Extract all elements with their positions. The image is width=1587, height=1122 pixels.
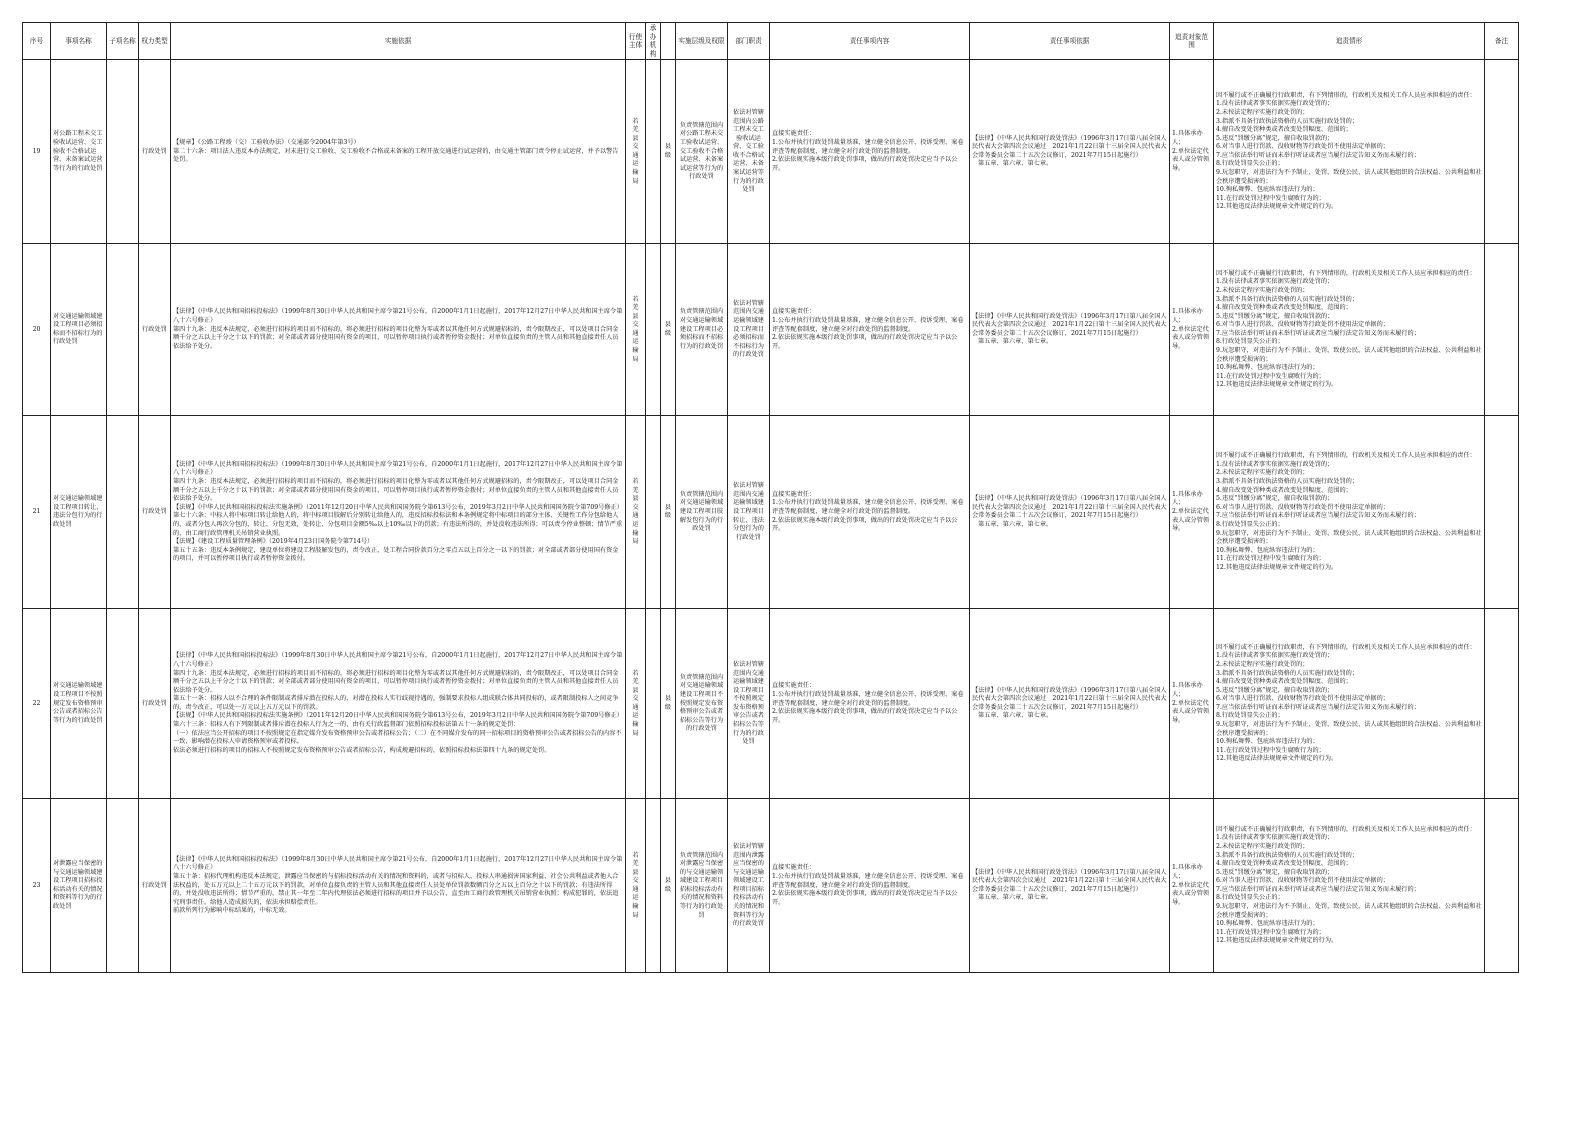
row-scope — [1170, 609, 1214, 799]
row-power: 行政处罚 — [139, 609, 171, 799]
text-line: 5.违反“罚缴分离”规定，擅自收取罚款的； — [1216, 134, 1334, 142]
row-scope — [1170, 244, 1214, 416]
header-level-hidden — [661, 23, 676, 60]
text-line: 1.具体承办人； — [1172, 490, 1203, 507]
text-line: 6.对当事人进行罚款、没收财物等行政处罚不使用法定单据的； — [1216, 695, 1389, 703]
text-line: 5.违反“罚缴分离”规定，擅自收取罚款的； — [1216, 686, 1334, 694]
header-note: 备注 — [1485, 23, 1519, 60]
text-line: 1.没有法律或者事实依据实施行政处罚的； — [1216, 100, 1334, 108]
row-level: 负责管辖范围内对交通运输领域建设工程项目不按照规定发布资格预审公告或者招标公告等行为的行政处罚 — [676, 609, 728, 799]
text-line: 3.指派不具备行政执法资格的人员实施行政处罚的； — [1216, 117, 1359, 125]
header-item: 事项名称 — [51, 23, 107, 60]
vertical-text: 若羌县交通运输局 — [632, 669, 639, 737]
text-line: 【法律】《中华人民共和国招标投标法》（1999年8月30日中华人民共和国主席令第21号公布，自2000年1月1日起施行，2017年12月27日中华人民共和国主席令第八十六号修正） — [173, 308, 623, 324]
text-line: 10.徇私舞弊、包庇纵容违法行为的； — [1216, 364, 1319, 372]
text-line: 8.行政处罚显失公正的； — [1216, 160, 1284, 168]
row-power: 行政处罚 — [139, 60, 171, 244]
text-line: 10.徇私舞弊、包庇纵容违法行为的； — [1216, 920, 1319, 928]
row-tier — [661, 416, 676, 609]
table-body — [23, 60, 1519, 973]
row-resp-basis — [970, 60, 1170, 244]
text-line: 1.没有法律或者事实依据实施行政处罚的； — [1216, 460, 1334, 468]
table-row — [23, 60, 1519, 244]
row-item: 对交通运输领域建设工程项目转让、违法分包行为的行政处罚 — [51, 416, 107, 609]
row-org — [646, 416, 661, 609]
row-item: 对交通运输领域建设工程项目不按照规定发布资格预审公告或者招标公告等行为的行政处罚 — [51, 609, 107, 799]
text-line: 1.具体承办人； — [1172, 682, 1203, 698]
vertical-text: 县级 — [664, 503, 672, 520]
text-line: 第七十六条：中标人将中标项目转让给他人的，将中标项目肢解后分别转让给他人的，违反招标投标法和本条例规定将中标项目的部分主体、关键性工作分包给他人的，或者分包人再次分包的，转让、分包无效，处转让、分包项目金额5‰以上10‰以下的罚款；有违法所得的，并处没收违法所得；可以责令停业整顿；情节严重的，由工商行政管理机关吊销营业执照。 — [173, 512, 623, 537]
text-line: 2.依法依规实施本级行政处罚事项，做出的行政处罚决定应当予以公开。 — [772, 156, 958, 172]
table-row — [23, 244, 1519, 416]
row-resp-basis — [970, 416, 1170, 609]
text-line: 【法规】《建设工程质量管理条例》（2019年4月23日国务院令第714号） — [173, 538, 374, 546]
text-line: 12.其他违反法律法规规章文件规定的行为。 — [1216, 937, 1338, 945]
row-sub — [107, 416, 139, 609]
text-line: 1.公布并执行行政处罚裁量基准，建立健全信息公开、投诉受理、案卷评查等配套制度，建立健全对行政处罚的监督制度。 — [772, 499, 964, 516]
row-duty: 依法对管辖范围内泄露应当保密的与交通运输领域建设工程项目招标投标活动有关的情况和资料等行为的行政处罚 — [728, 799, 770, 973]
text-line: 7.应当依法举行听证而未举行听证或者应当履行法定告知义务而未履行的； — [1216, 329, 1420, 337]
text-line: 1.具体承办人； — [1172, 130, 1203, 146]
row-no: 20 — [23, 244, 51, 416]
row-org — [646, 244, 661, 416]
vertical-text: 县级 — [664, 143, 672, 159]
row-note — [1485, 799, 1519, 973]
text-line: 4.擅自改变处罚种类或者改变处罚幅度、范围的； — [1216, 126, 1352, 134]
row-scope — [1170, 799, 1214, 973]
text-line: 2.单位法定代表人或分管领导。 — [1172, 699, 1210, 724]
text-line: 11.在行政处罚过程中发生腐败行为的； — [1216, 555, 1325, 563]
row-note — [1485, 244, 1519, 416]
row-tier — [661, 799, 676, 973]
row-situ — [1214, 416, 1485, 609]
row-resp — [770, 244, 970, 416]
text-line: 7.应当依法举行听证而未举行听证或者应当履行法定告知义务而未履行的； — [1216, 151, 1420, 159]
text-line: 第二十六条：项目法人违反本办法规定，对未进行交工验收、交工验收不合格或未备案的工程开放交通进行试运营的，由交通主管部门责令停止试运营，并予以警告处罚。 — [173, 147, 619, 164]
row-resp — [770, 60, 970, 244]
text-line: 1.公布并执行行政处罚裁量基准，建立健全信息公开、投诉受理、案卷评查等配套制度，建立健全对行政处罚的监督制度。 — [772, 138, 964, 155]
text-line: 9.玩忽职守，对违法行为不予制止、处罚，致使公民、法人或其他组织的合法权益、公共利益和社会秩序遭受损害的； — [1216, 903, 1482, 919]
text-line: 前款所列行为影响中标结果的，中标无效。 — [173, 907, 291, 915]
table-row — [23, 416, 1519, 609]
row-resp-basis — [970, 799, 1170, 973]
text-line: 4.擅自改变处罚种类或者改变处罚幅度、范围的； — [1216, 678, 1352, 686]
text-line: 10.徇私舞弊、包庇纵容违法行为的； — [1216, 738, 1319, 746]
header-power: 权力类型 — [139, 23, 171, 60]
text-line: （一）依法应当公开招标的项目不按照规定在指定媒介发布资格预审公告或者招标公告；（二）在不同媒介发布的同一招标项目的资格预审公告或者招标公告的内容不一致，影响潜在投标人申请资格预审或者投标。 — [173, 729, 622, 746]
text-line: 第五章、第六章、第七章。 — [978, 894, 1053, 902]
text-line: 第五章、第六章、第七章。 — [978, 160, 1053, 168]
text-line: 依法必须进行招标的项目的招标人不按照规定发布资格预审公告或者招标公告，构成规避招标的，依照招标投标法第四十九条的规定处罚。 — [173, 746, 551, 754]
text-line: 2.单位法定代表人或分管领导。 — [1172, 881, 1210, 906]
header-duty: 部门职责 — [728, 23, 770, 60]
row-resp — [770, 609, 970, 799]
text-line: 2.依法依规实施本级行政处罚事项，做出的行政处罚决定应当予以公开。 — [772, 516, 958, 533]
row-item: 对泄露应当保密的与交通运输领域建设工程项目招标投标活动有关的情况和资料等行为的行政处罚 — [51, 799, 107, 973]
text-line: 第五章、第六章、第七章。 — [978, 520, 1053, 528]
text-line: 4.擅自改变处罚种类或者改变处罚幅度、范围的； — [1216, 486, 1352, 494]
text-line: 8.行政处罚显失公正的； — [1216, 520, 1284, 528]
header-level: 实施层级及权限 — [676, 23, 728, 60]
row-level: 负责管辖范围内对交通运输领域建设工程项目必须招标而不招标行为的行政处罚 — [676, 244, 728, 416]
row-resp — [770, 416, 970, 609]
row-duty: 依法对管辖范围内交通运输领域建设工程项目不按照规定发布资格预审公告或者招标公告等行为的行政处罚 — [728, 609, 770, 799]
text-line: 11.在行政处罚过程中发生腐败行为的； — [1216, 746, 1325, 754]
header-scope: 追责对象范围 — [1170, 23, 1214, 60]
text-line: 9.玩忽职守，对违法行为不予制止、处罚，致使公民、法人或其他组织的合法权益、公共利益和社会秩序遭受损害的； — [1216, 529, 1482, 546]
header-org: 承办机构 — [646, 23, 661, 60]
row-duty: 依法对管辖范围内交通运输领域建设工程项目必须招标而不招标行为的行政处罚 — [728, 244, 770, 416]
text-line: 3.指派不具备行政执法资格的人员实施行政处罚的； — [1216, 295, 1359, 303]
text-line: 2.未按法定程序实施行政处罚的； — [1216, 469, 1309, 477]
text-line: 直接实施责任： — [772, 490, 816, 498]
header-sub: 子项名称 — [107, 23, 139, 60]
text-line: 因不履行或不正确履行行政职责，有下列情形的，行政机关及相关工作人员应承担相应的责任： — [1216, 452, 1476, 460]
text-line: 直接实施责任： — [772, 682, 816, 690]
text-line: 1.没有法律或者事实依据实施行政处罚的； — [1216, 278, 1334, 286]
text-line: 4.擅自改变处罚种类或者改变处罚幅度、范围的； — [1216, 860, 1352, 868]
row-level: 负责管辖范围内对泄露应当保密的与交通运输领域建设工程项目招标投标活动有关的情况和资料等行为的行政处罚 — [676, 799, 728, 973]
text-line: 3.指派不具备行政执法资格的人员实施行政处罚的； — [1216, 851, 1359, 859]
row-basis — [171, 244, 626, 416]
header-row — [23, 23, 1519, 60]
row-org — [646, 799, 661, 973]
header-no: 序号 — [23, 23, 51, 60]
row-tier — [661, 60, 676, 244]
text-line: 1.公布并执行行政处罚裁量基准，建立健全信息公开、投诉受理、案卷评查等配套制度，建立健全对行政处罚的监督制度。 — [772, 316, 964, 333]
row-duty: 依法对管辖范围内公路工程未交工验收试运营、交工验收不合格试运营、未备案试运营等行为的行政处罚 — [728, 60, 770, 244]
row-basis — [171, 609, 626, 799]
text-line: 2.依法依规实施本级行政处罚事项，做出的行政处罚决定应当予以公开。 — [772, 334, 958, 350]
header-subject: 行使主体 — [626, 23, 646, 60]
text-line: 5.违反“罚缴分离”规定，擅自收取罚款的； — [1216, 868, 1334, 876]
vertical-text: 若羌县交通运输局 — [632, 117, 639, 185]
vertical-text: 县级 — [664, 321, 672, 337]
row-basis — [171, 799, 626, 973]
row-subject — [626, 244, 646, 416]
row-situ — [1214, 609, 1485, 799]
table-row — [23, 799, 1519, 973]
row-no: 19 — [23, 60, 51, 244]
text-line: 11.在行政处罚过程中发生腐败行为的； — [1216, 928, 1325, 936]
text-line: 8.行政处罚显失公正的； — [1216, 712, 1284, 720]
row-resp-basis — [970, 244, 1170, 416]
text-line: 因不履行或不正确履行行政职责，有下列情形的，行政机关及相关工作人员应承担相应的责任： — [1216, 643, 1476, 651]
text-line: 1.公布并执行行政处罚裁量基准，建立健全信息公开、投诉受理、案卷评查等配套制度，建立健全对行政处罚的监督制度。 — [772, 690, 964, 707]
text-line: 【法律】《中华人民共和国行政处罚法》（1996年3月17日第八届全国人民代表大会第四次会议通过 2021年1月22日第十三届全国人民代表大会常务委员会第二十五次会议修订，2021年7月15日起施行） — [972, 495, 1167, 520]
header-resp: 责任事项内容 — [770, 23, 970, 60]
text-line: 2.未按法定程序实施行政处罚的； — [1216, 660, 1309, 668]
row-duty: 依法对管辖范围内交通运输领域建设工程项目转让、违法分包行为的行政处罚 — [728, 416, 770, 609]
row-no: 21 — [23, 416, 51, 609]
row-org — [646, 609, 661, 799]
row-level: 负责管辖范围内对公路工程未交工验收试运营、交工验收不合格试运营、未备案试运营等行为的行政处罚 — [676, 60, 728, 244]
text-line: 【法规】《中华人民共和国招标投标法实施条例》（2011年12月20日中华人民共和国国务院令第613号公布，2019年3月2日中华人民共和国国务院令第709号修正） — [173, 712, 623, 720]
text-line: 1.具体承办人； — [1172, 864, 1203, 880]
text-line: 1.没有法律或者事实依据实施行政处罚的； — [1216, 652, 1334, 660]
text-line: 直接实施责任： — [772, 308, 816, 316]
vertical-text: 若羌县交通运输局 — [632, 478, 639, 546]
row-situ — [1214, 799, 1485, 973]
text-line: 因不履行或不正确履行行政职责，有下列情形的，行政机关及相关工作人员应承担相应的责任： — [1216, 91, 1476, 99]
vertical-text: 县级 — [664, 877, 672, 893]
row-note — [1485, 416, 1519, 609]
text-line: 6.对当事人进行罚款、没收财物等行政处罚不使用法定单据的； — [1216, 877, 1389, 885]
text-line: 12.其他违反法律法规规章文件规定的行为。 — [1216, 563, 1338, 571]
row-sub — [107, 609, 139, 799]
text-line: 直接实施责任： — [772, 130, 816, 138]
table-row — [23, 609, 1519, 799]
header-situ: 追责情形 — [1214, 23, 1485, 60]
text-line: 2.未按法定程序实施行政处罚的； — [1216, 286, 1309, 294]
text-line: 1.没有法律或者事实依据实施行政处罚的； — [1216, 834, 1334, 842]
text-line: 直接实施责任： — [772, 864, 816, 872]
text-line: 第五十五条：违反本条例规定，建设单位将建设工程肢解发包的，责令改正，处工程合同价款百分之零点五以上百分之一以下的罚款；对全部或者部分使用国有资金的项目，并可以暂停项目执行或者暂停资金拨付。 — [173, 546, 619, 563]
row-power: 行政处罚 — [139, 244, 171, 416]
text-line: 第五章、第六章、第七章。 — [978, 338, 1053, 346]
text-line: 9.玩忽职守，对违法行为不予制止、处罚，致使公民、法人或其他组织的合法权益、公共利益和社会秩序遭受损害的； — [1216, 721, 1482, 737]
text-line: 【法律】《中华人民共和国行政处罚法》（1996年3月17日第八届全国人民代表大会第四次会议通过 2021年1月22日第十三届全国人民代表大会常务委员会第二十五次会议修订，2021年7月15日起施行） — [972, 312, 1167, 337]
text-line: 2.未按法定程序实施行政处罚的； — [1216, 108, 1309, 116]
text-line: 8.行政处罚显失公正的； — [1216, 894, 1284, 902]
text-line: 第四十九条：违反本法规定，必须进行招标的项目而不招标的，将必须进行招标的项目化整为零或者以其他任何方式规避招标的，责令限期改正，可以处项目合同金额千分之五以上千分之十以下的罚款；对全部或者部分使用国有资金的项目，可以暂停项目执行或者暂停资金拨付；对单位直接负责的主管人员和其他直接责任人员依法给予处分。 — [173, 478, 619, 503]
row-subject — [626, 799, 646, 973]
row-scope — [1170, 60, 1214, 244]
text-line: 4.擅自改变处罚种类或者改变处罚幅度、范围的； — [1216, 304, 1352, 312]
row-power: 行政处罚 — [139, 416, 171, 609]
text-line: 第五十条：招标代理机构违反本法规定，泄露应当保密的与招标投标活动有关的情况和资料的，或者与招标人、投标人串通损害国家利益、社会公共利益或者他人合法权益的，处五万元以上二十五万元以下的罚款，对单位直接负责的主管人员和其他直接责任人员处单位罚款数额百分之五以上百分之十以下的罚款；有违法所得的，并处没收违法所得；情节严重的，禁止其一年至二年内代理依法必须进行招标的项目并予以公告，直至由工商行政管理机关吊销营业执照；构成犯罪的，依法追究刑事责任。给他人造成损失的，依法承担赔偿责任。 — [173, 872, 619, 906]
text-line: 6.对当事人进行罚款、没收财物等行政处罚不使用法定单据的； — [1216, 503, 1389, 511]
text-line: 7.应当依法举行听证而未举行听证或者应当履行法定告知义务而未履行的； — [1216, 703, 1420, 711]
row-note — [1485, 60, 1519, 244]
text-line: 5.违反“罚缴分离”规定，擅自收取罚款的； — [1216, 495, 1334, 503]
text-line: 10.徇私舞弊、包庇纵容违法行为的； — [1216, 546, 1319, 554]
text-line: 第五十一条：招标人以不合理的条件限制或者排斥潜在投标人的，对潜在投标人实行歧视待遇的，强制要求投标人组成联合体共同投标的，或者限制投标人之间竞争的，责令改正，可以处一万元以上五万元以下的罚款。 — [173, 695, 619, 711]
vertical-text: 若羌县交通运输局 — [632, 851, 639, 919]
row-no: 23 — [23, 799, 51, 973]
text-line: 第六十三条：招标人有下列限制或者排斥潜在投标人行为之一的，由有关行政监督部门依照招标投标法第五十一条的规定处罚： — [173, 721, 520, 729]
text-line: 1.公布并执行行政处罚裁量基准，建立健全信息公开、投诉受理、案卷评查等配套制度，建立健全对行政处罚的监督制度。 — [772, 872, 964, 889]
text-line: 3.指派不具备行政执法资格的人员实施行政处罚的； — [1216, 478, 1359, 485]
row-note — [1485, 609, 1519, 799]
text-line: 12.其他违反法律法规规章文件规定的行为。 — [1216, 381, 1338, 389]
text-line: 【规章】《公路工程竣（交）工验收办法》（交通部令2004年第3号） — [173, 138, 360, 146]
text-line: 5.违反“罚缴分离”规定，擅自收取罚款的； — [1216, 312, 1334, 320]
header-resp-basis: 责任事项依据 — [970, 23, 1170, 60]
text-line: 9.玩忽职守，对违法行为不予制止、处罚，致使公民、法人或其他组织的合法权益、公共利益和社会秩序遭受损害的； — [1216, 169, 1482, 185]
text-line: 2.单位法定代表人或分管领导。 — [1172, 508, 1210, 533]
text-line: 9.玩忽职守，对违法行为不予制止、处罚，致使公民、法人或其他组织的合法权益、公共利益和社会秩序遭受损害的； — [1216, 347, 1482, 363]
text-line: 2.单位法定代表人或分管领导。 — [1172, 147, 1210, 172]
text-line: 第五章、第六章、第七章。 — [978, 712, 1053, 720]
row-power: 行政处罚 — [139, 799, 171, 973]
row-org — [646, 60, 661, 244]
text-line: 2.单位法定代表人或分管领导。 — [1172, 325, 1210, 350]
row-sub — [107, 60, 139, 244]
row-sub — [107, 799, 139, 973]
text-line: 12.其他违反法律法规规章文件规定的行为。 — [1216, 755, 1338, 763]
text-line: 【法律】《中华人民共和国招标投标法》（1999年8月30日中华人民共和国主席令第21号公布，自2000年1月1日起施行，2017年12月27日中华人民共和国主席令第八十六号修正） — [173, 855, 623, 872]
row-situ — [1214, 60, 1485, 244]
row-scope — [1170, 416, 1214, 609]
text-line: 【法律】《中华人民共和国行政处罚法》（1996年3月17日第八届全国人民代表大会第四次会议通过 2021年1月22日第十三届全国人民代表大会常务委员会第二十五次会议修订，2021年7月15日起施行） — [972, 134, 1167, 159]
header-basis: 实施依据 — [171, 23, 626, 60]
row-subject — [626, 416, 646, 609]
row-subject — [626, 60, 646, 244]
text-line: 7.应当依法举行听证而未举行听证或者应当履行法定告知义务而未履行的； — [1216, 885, 1420, 893]
row-tier — [661, 609, 676, 799]
responsibility-table — [22, 22, 1519, 973]
text-line: 12.其他违反法律法规规章文件规定的行为。 — [1216, 203, 1338, 211]
row-basis — [171, 416, 626, 609]
text-line: 因不履行或不正确履行行政职责，有下列情形的，行政机关及相关工作人员应承担相应的责任： — [1216, 269, 1476, 277]
text-line: 第四十九条：违反本法规定，必须进行招标的项目而不招标的，将必须进行招标的项目化整为零或者以其他任何方式规避招标的，责令限期改正，可以处项目合同金额千分之五以上千分之十以下的罚款；对全部或者部分使用国有资金的项目，可以暂停项目执行或者暂停资金拨付；对单位直接负责的主管人员和其他直接责任人员依法给予处分。 — [173, 669, 619, 694]
vertical-text: 县级 — [664, 695, 672, 711]
text-line: 7.应当依法举行听证而未举行听证或者应当履行法定告知义务而未履行的； — [1216, 512, 1420, 520]
text-line: 11.在行政处罚过程中发生腐败行为的； — [1216, 372, 1325, 380]
text-line: 【法律】《中华人民共和国行政处罚法》（1996年3月17日第八届全国人民代表大会第四次会议通过 2021年1月22日第十三届全国人民代表大会常务委员会第二十五次会议修订，2021年7月15日起施行） — [972, 868, 1167, 893]
vertical-text: 若羌县交通运输局 — [632, 295, 639, 363]
text-line: 10.徇私舞弊、包庇纵容违法行为的； — [1216, 186, 1319, 194]
row-tier — [661, 244, 676, 416]
row-item: 对交通运输领域建设工程项目必须招标而不招标行为的行政处罚 — [51, 244, 107, 416]
row-item: 对公路工程未交工验收试运营、交工验收不合格试运营、未备案试运营等行为的行政处罚 — [51, 60, 107, 244]
text-line: 6.对当事人进行罚款、没收财物等行政处罚不使用法定单据的； — [1216, 321, 1389, 329]
text-line: 11.在行政处罚过程中发生腐败行为的； — [1216, 194, 1325, 202]
text-line: 2.依法依规实施本级行政处罚事项，做出的行政处罚决定应当予以公开。 — [772, 708, 958, 724]
row-level: 负责管辖范围内对交通运输领域建设工程项目肢解发包行为的行政处罚 — [676, 416, 728, 609]
text-line: 【法规】《中华人民共和国招标投标法实施条例》（2011年12月20日中华人民共和国国务院令第613号公布，2019年3月2日中华人民共和国国务院令第709号修正） — [173, 503, 623, 511]
row-subject — [626, 609, 646, 799]
row-situ — [1214, 244, 1485, 416]
text-line: 2.未按法定程序实施行政处罚的； — [1216, 842, 1309, 850]
row-resp-basis — [970, 609, 1170, 799]
text-line: 2.依法依规实施本级行政处罚事项，做出的行政处罚决定应当予以公开。 — [772, 890, 958, 906]
row-resp — [770, 799, 970, 973]
row-sub — [107, 244, 139, 416]
text-line: 第四十九条：违反本法规定，必须进行招标的项目而不招标的，将必须进行招标的项目化整为零或者以其他任何方式规避招标的，责令限期改正，可以处项目合同金额千分之五以上千分之十以下的罚款；对全部或者部分使用国有资金的项目，可以暂停项目执行或者暂停资金拨付；对单位直接负责的主管人员和其他直接责任人员依法给予处分。 — [173, 325, 619, 350]
text-line: 【法律】《中华人民共和国招标投标法》（1999年8月30日中华人民共和国主席令第21号公布，自2000年1月1日起施行，2017年12月27日中华人民共和国主席令第八十六号修正） — [173, 460, 623, 477]
text-line: 【法律】《中华人民共和国行政处罚法》（1996年3月17日第八届全国人民代表大会第四次会议通过 2021年1月22日第十三届全国人民代表大会常务委员会第二十五次会议修订，2021年7月15日起施行） — [972, 686, 1167, 711]
row-basis — [171, 60, 626, 244]
text-line: 1.具体承办人； — [1172, 308, 1203, 324]
text-line: 3.指派不具备行政执法资格的人员实施行政处罚的； — [1216, 669, 1359, 677]
text-line: 6.对当事人进行罚款、没收财物等行政处罚不使用法定单据的； — [1216, 143, 1389, 151]
row-no: 22 — [23, 609, 51, 799]
text-line: 8.行政处罚显失公正的； — [1216, 338, 1284, 346]
text-line: 因不履行或不正确履行行政职责，有下列情形的，行政机关及相关工作人员应承担相应的责任： — [1216, 825, 1476, 833]
text-line: 【法律】《中华人民共和国招标投标法》（1999年8月30日中华人民共和国主席令第21号公布，自2000年1月1日起施行，2017年12月27日中华人民共和国主席令第八十六号修正） — [173, 652, 623, 668]
